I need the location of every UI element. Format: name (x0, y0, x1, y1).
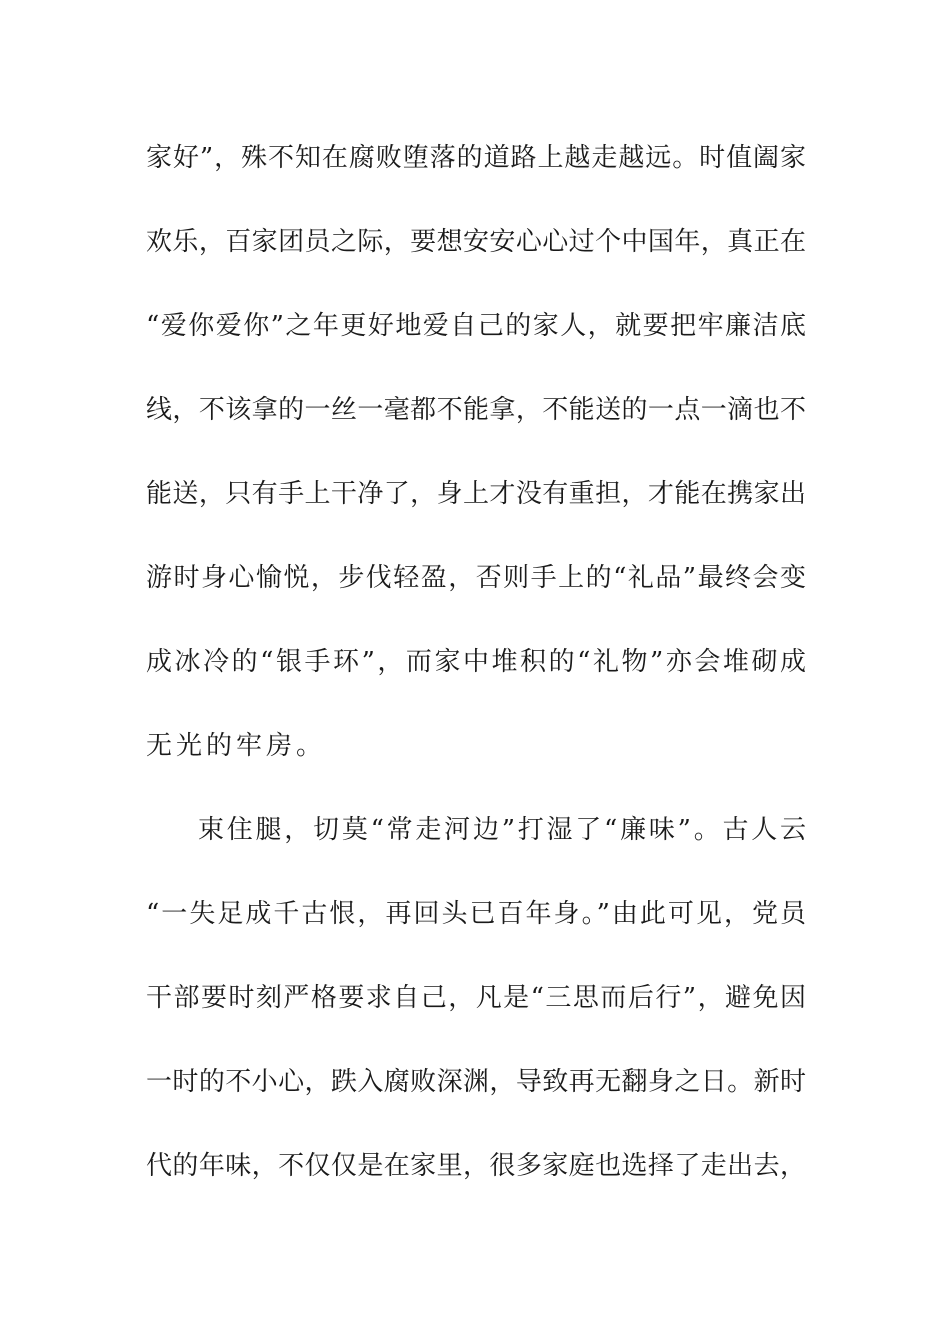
paragraph-line: 线，不该拿的一丝一毫都不能拿，不能送的一点一滴也不 (146, 395, 806, 425)
paragraph-line: 一时的不小心，跌入腐败深渊，导致再无翻身之日。新时 (146, 1067, 806, 1097)
paragraph-line: “一失足成千古恨，再回头已百年身。”由此可见，党员 (146, 899, 806, 929)
paragraph-line: 家好”，殊不知在腐败堕落的道路上越走越远。时值阖家 (146, 143, 806, 173)
paragraph-line: 无光的牢房。 (146, 731, 327, 761)
paragraph-first-line: 束住腿，切莫“常走河边”打湿了“廉味”。古人云 (198, 815, 806, 845)
paragraph-line: “爱你爱你”之年更好地爱自己的家人，就要把牢廉洁底 (146, 311, 806, 341)
paragraph-line: 干部要时刻严格要求自己，凡是“三思而后行”，避免因 (146, 983, 806, 1013)
paragraph-line: 游时身心愉悦，步伐轻盈，否则手上的“礼品”最终会变 (146, 563, 806, 593)
paragraph-line: 代的年味，不仅仅是在家里，很多家庭也选择了走出去， (146, 1151, 806, 1181)
paragraph-line: 成冰冷的“银手环”，而家中堆积的“礼物”亦会堆砌成 (146, 647, 806, 677)
paragraph-line: 能送，只有手上干净了，身上才没有重担，才能在携家出 (146, 479, 806, 509)
paragraph-line: 欢乐，百家团员之际，要想安安心心过个中国年，真正在 (146, 227, 806, 257)
